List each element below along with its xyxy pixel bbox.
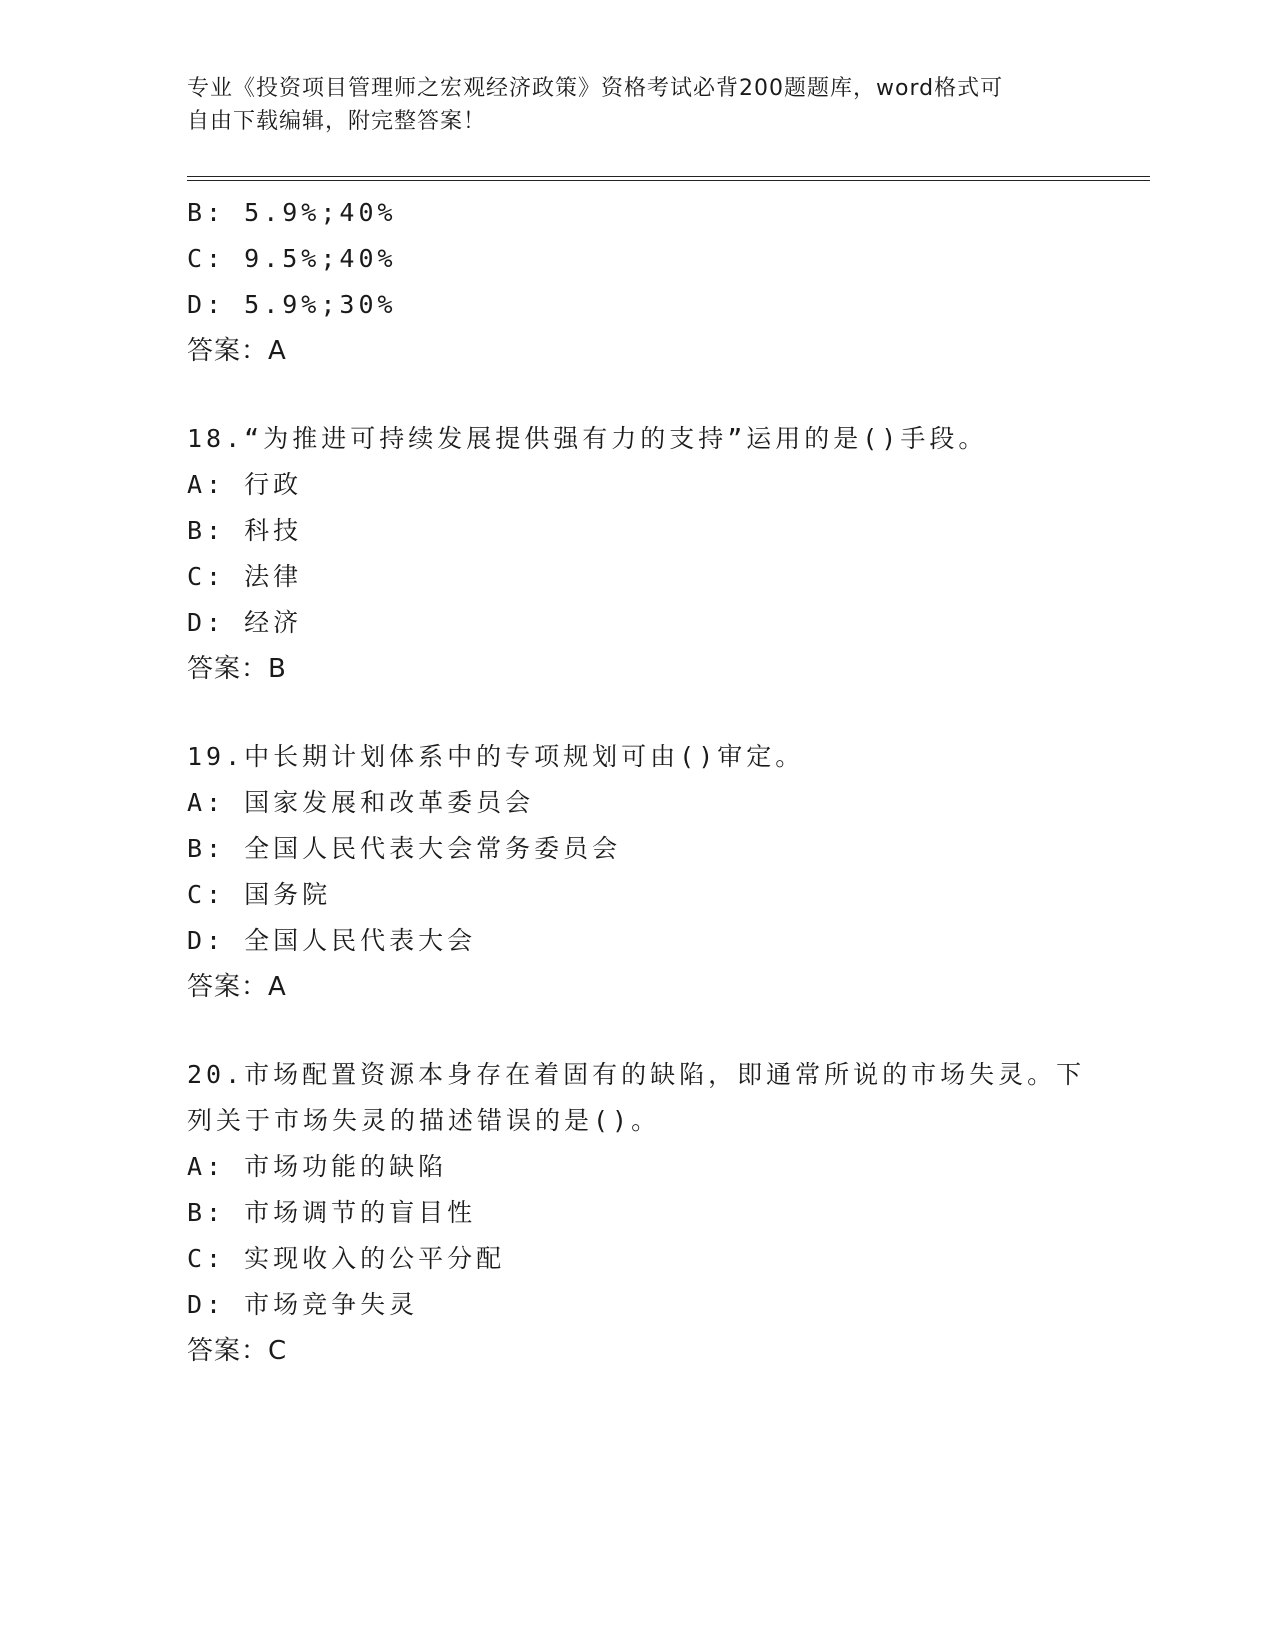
option-a: A: 行政 bbox=[187, 470, 303, 499]
header-title-line-1: 专业《投资项目管理师之宏观经济政策》资格考试必背200题题库，word格式可 bbox=[187, 76, 1004, 101]
question-stem-line-1: 20.市场配置资源本身存在着固有的缺陷，即通常所说的市场失灵。下 bbox=[187, 1060, 1086, 1089]
option-c: C: 国务院 bbox=[187, 880, 332, 909]
option-c: C: 实现收入的公平分配 bbox=[187, 1244, 506, 1273]
question-stem-line-2: 列关于市场失灵的描述错误的是()。 bbox=[187, 1106, 661, 1135]
question-20 bbox=[187, 1052, 1087, 1374]
answer-label: 答案：A bbox=[187, 336, 287, 366]
question-18 bbox=[187, 416, 1087, 692]
question-stem: 18.“为推进可持续发展提供强有力的支持”运用的是()手段。 bbox=[187, 424, 988, 453]
answer-label: 答案：A bbox=[187, 972, 287, 1002]
document-header bbox=[187, 72, 1067, 138]
option-c: C: 9.5%;40% bbox=[187, 244, 397, 273]
question-list bbox=[187, 190, 1087, 1374]
answer-label: 答案：C bbox=[187, 1336, 288, 1366]
header-title-line-2: 自由下载编辑，附完整答案！ bbox=[187, 109, 487, 134]
question-stem: 19.中长期计划体系中的专项规划可由()审定。 bbox=[187, 742, 805, 771]
option-b: B: 市场调节的盲目性 bbox=[187, 1198, 477, 1227]
answer-label: 答案：B bbox=[187, 654, 287, 684]
option-d: D: 市场竞争失灵 bbox=[187, 1290, 419, 1319]
option-a: A: 国家发展和改革委员会 bbox=[187, 788, 535, 817]
option-d: D: 全国人民代表大会 bbox=[187, 926, 477, 955]
option-b: B: 5.9%;40% bbox=[187, 198, 397, 227]
option-a: A: 市场功能的缺陷 bbox=[187, 1152, 448, 1181]
question-19 bbox=[187, 734, 1087, 1010]
header-divider bbox=[187, 176, 1150, 181]
option-d: D: 5.9%;30% bbox=[187, 290, 397, 319]
option-b: B: 科技 bbox=[187, 516, 303, 545]
option-d: D: 经济 bbox=[187, 608, 303, 637]
option-c: C: 法律 bbox=[187, 562, 303, 591]
option-b: B: 全国人民代表大会常务委员会 bbox=[187, 834, 622, 863]
question-17-continued bbox=[187, 190, 1087, 374]
